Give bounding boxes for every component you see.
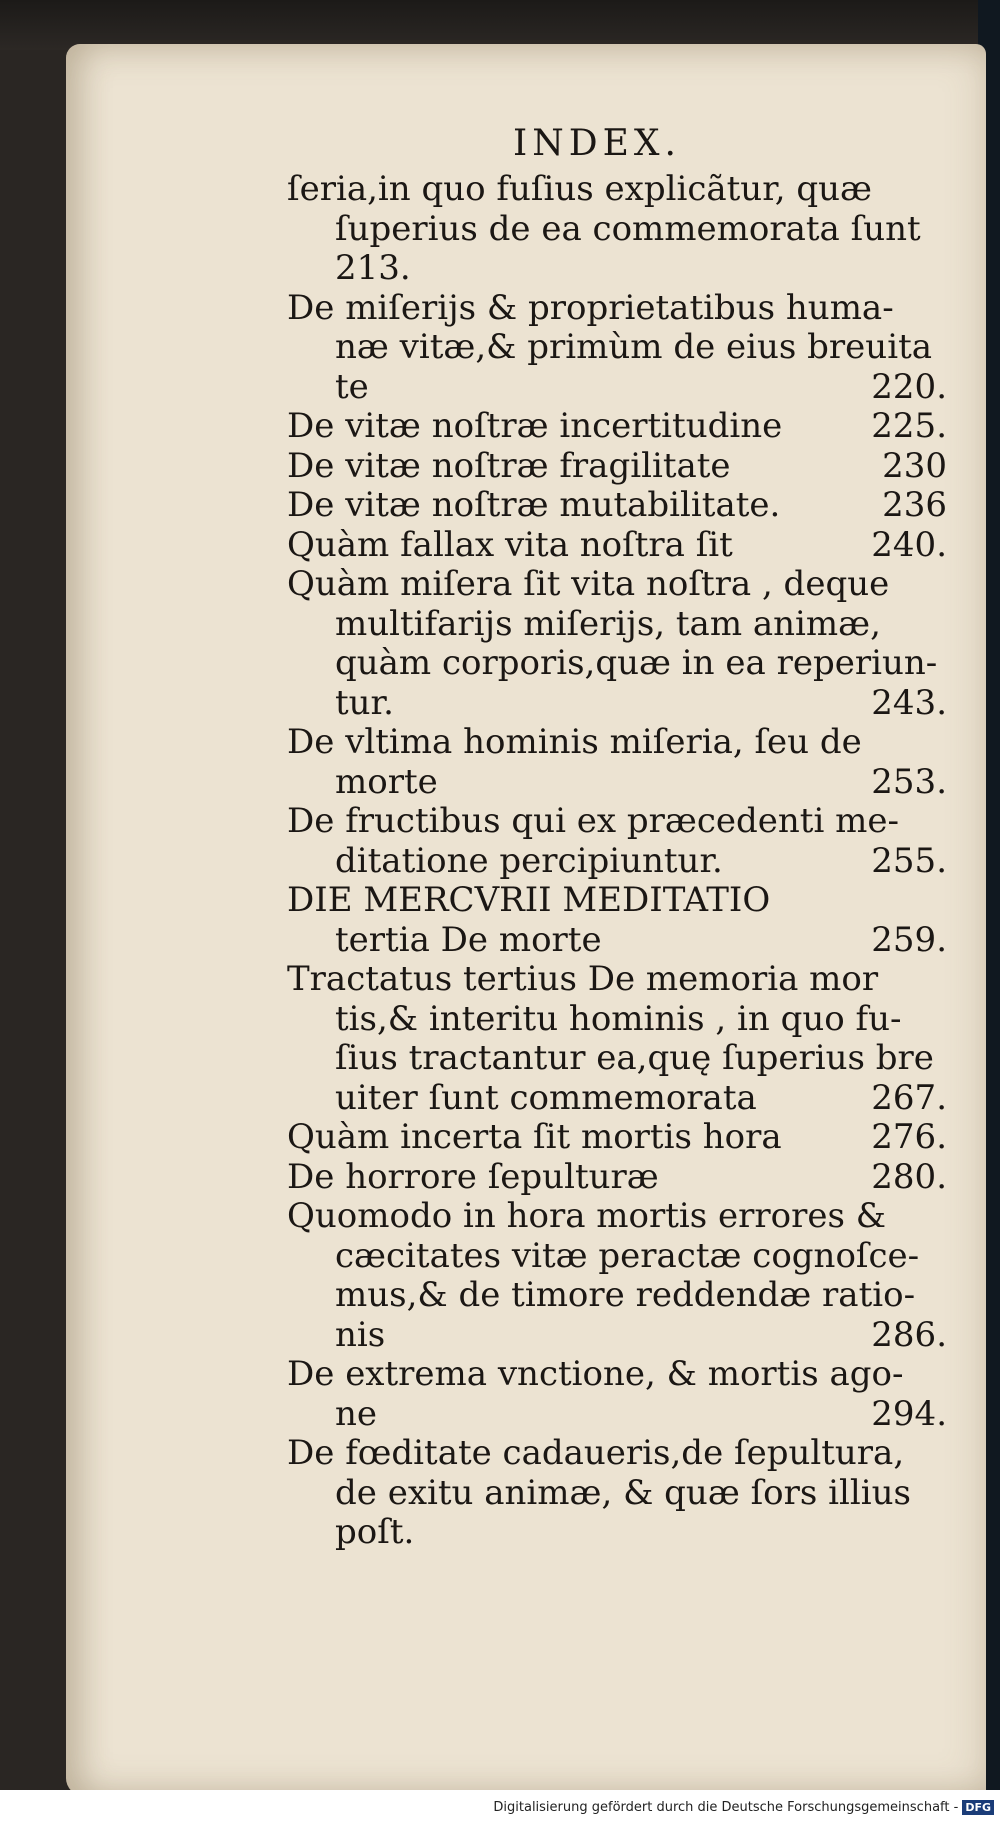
entry-text: De horrore ſepulturæ bbox=[287, 1157, 659, 1197]
index-line bbox=[287, 289, 947, 329]
index-entry bbox=[287, 723, 947, 802]
entry-text: Tractatus tertius De memoria mor bbox=[287, 960, 879, 999]
entry-text: De vltima hominis miſeria, ſeu de bbox=[287, 723, 862, 762]
entry-text: de exitu animæ, & quæ ſors illius bbox=[335, 1473, 911, 1513]
index-line bbox=[287, 1316, 947, 1356]
entry-text: tur. bbox=[335, 683, 394, 723]
page-number: 267. bbox=[871, 1078, 947, 1118]
index-line bbox=[287, 1395, 947, 1435]
index-line bbox=[287, 1513, 947, 1553]
index-line bbox=[287, 407, 947, 447]
entry-text: De miſerijs & proprietatibus huma- bbox=[287, 288, 894, 328]
index-line bbox=[287, 684, 947, 724]
index-line bbox=[287, 486, 947, 526]
entry-text: Quàm incerta ſit mortis hora bbox=[287, 1118, 782, 1157]
entry-text: Quàm fallax vita noſtra ſit bbox=[287, 525, 733, 565]
entry-text: morte bbox=[335, 762, 438, 802]
entry-text: poſt. bbox=[335, 1513, 415, 1552]
index-entry bbox=[287, 960, 947, 1118]
index-line bbox=[287, 1197, 947, 1237]
page-number: 286. bbox=[871, 1315, 947, 1355]
page-number: 230 bbox=[882, 446, 947, 486]
index-entry bbox=[287, 802, 947, 881]
index-line bbox=[287, 447, 947, 487]
index-line bbox=[287, 921, 947, 961]
digitization-footer bbox=[0, 1790, 1000, 1824]
index-entries bbox=[287, 170, 947, 1553]
index-entry bbox=[287, 170, 947, 289]
index-line bbox=[287, 1276, 947, 1316]
index-entry bbox=[287, 486, 947, 526]
index-line bbox=[287, 605, 947, 645]
entry-text: ne bbox=[335, 1394, 378, 1434]
index-line bbox=[287, 1118, 947, 1158]
page-number: 240. bbox=[871, 525, 947, 565]
entry-text: næ vitæ,& primùm de eius breuita bbox=[335, 328, 933, 367]
index-line bbox=[287, 1434, 947, 1474]
entry-text: tertia De morte bbox=[335, 920, 602, 960]
index-line bbox=[287, 644, 947, 684]
entry-text: De fructibus qui ex præcedenti me- bbox=[287, 802, 899, 841]
entry-text: De vitæ noſtræ fragilitate bbox=[287, 446, 731, 486]
page-number: 294. bbox=[871, 1394, 947, 1434]
footer-text: Digitalisierung gefördert durch die Deutsche Forschungsgemeinschaft - bbox=[493, 1799, 959, 1815]
page-number: 236 bbox=[882, 486, 947, 525]
entry-text: ſuperius de ea commemorata ſunt bbox=[335, 209, 921, 249]
entry-text: quàm corporis,quæ in ea reperiun- bbox=[335, 644, 938, 683]
index-entry bbox=[287, 1355, 947, 1434]
index-line bbox=[287, 1237, 947, 1277]
entry-text: cæcitates vitæ peractæ cognoſce- bbox=[335, 1236, 920, 1276]
index-line bbox=[287, 1079, 947, 1119]
entry-text: mus,& de timore reddendæ ratio- bbox=[335, 1276, 916, 1315]
index-line bbox=[287, 1474, 947, 1514]
index-line bbox=[287, 368, 947, 408]
entry-text: Quomodo in hora mortis errores & bbox=[287, 1197, 887, 1236]
index-line bbox=[287, 526, 947, 566]
index-line bbox=[287, 842, 947, 882]
page-number: 220. bbox=[871, 367, 947, 407]
entry-text: De vitæ noſtræ mutabilitate. bbox=[287, 486, 781, 525]
index-text bbox=[287, 118, 947, 1553]
page-number: 253. bbox=[871, 762, 947, 802]
index-line bbox=[287, 723, 947, 763]
index-entry bbox=[287, 1434, 947, 1553]
index-line bbox=[287, 1039, 947, 1079]
index-line bbox=[287, 1000, 947, 1040]
index-entry bbox=[287, 289, 947, 408]
entry-text: DIE MERCVRII MEDITATIO bbox=[287, 881, 771, 920]
page-number: 276. bbox=[871, 1118, 947, 1157]
index-entry bbox=[287, 1158, 947, 1198]
entry-text: Quàm miſera ſit vita noſtra , deque bbox=[287, 565, 890, 604]
index-line bbox=[287, 1158, 947, 1198]
page-header: INDEX. bbox=[513, 123, 681, 164]
index-entry bbox=[287, 407, 947, 447]
entry-text: De vitæ noſtræ incertitudine bbox=[287, 407, 783, 446]
index-line bbox=[287, 763, 947, 803]
entry-text: ſeria,in quo fuſius explicãtur, quæ bbox=[287, 170, 872, 209]
index-line bbox=[287, 328, 947, 368]
page-number: 225. bbox=[871, 407, 947, 446]
index-line bbox=[287, 170, 947, 210]
index-line bbox=[287, 960, 947, 1000]
entry-text: tis,& interitu hominis , in quo fu- bbox=[335, 999, 902, 1039]
entry-text: nis bbox=[335, 1315, 386, 1355]
page-number: 243. bbox=[871, 683, 947, 723]
index-line bbox=[287, 881, 947, 921]
entry-text: 213. bbox=[335, 249, 411, 288]
book-edge-top bbox=[0, 0, 1000, 50]
index-entry bbox=[287, 526, 947, 566]
entry-text: te bbox=[335, 367, 369, 407]
entry-text: multifarijs miſerijs, tam animæ, bbox=[335, 604, 881, 644]
entry-text: ſius tractantur ea,quę ſuperius bre bbox=[335, 1039, 934, 1078]
index-entry bbox=[287, 1197, 947, 1355]
index-entry bbox=[287, 881, 947, 960]
index-entry bbox=[287, 1118, 947, 1158]
entry-text: De extrema vnctione, & mortis ago- bbox=[287, 1355, 904, 1394]
index-line bbox=[287, 802, 947, 842]
dfg-logo: DFG bbox=[962, 1800, 994, 1815]
entry-text: De fœditate cadaueris,de ſepultura, bbox=[287, 1434, 905, 1473]
index-line bbox=[287, 565, 947, 605]
index-line bbox=[287, 249, 947, 289]
page-number: 255. bbox=[871, 841, 947, 881]
page-number: 259. bbox=[871, 920, 947, 960]
entry-text: uiter ſunt commemorata bbox=[335, 1078, 757, 1118]
index-line bbox=[287, 210, 947, 250]
index-entry bbox=[287, 447, 947, 487]
index-line bbox=[287, 1355, 947, 1395]
entry-text: ditatione percipiuntur. bbox=[335, 841, 723, 881]
index-entry bbox=[287, 565, 947, 723]
page-number: 280. bbox=[871, 1157, 947, 1197]
